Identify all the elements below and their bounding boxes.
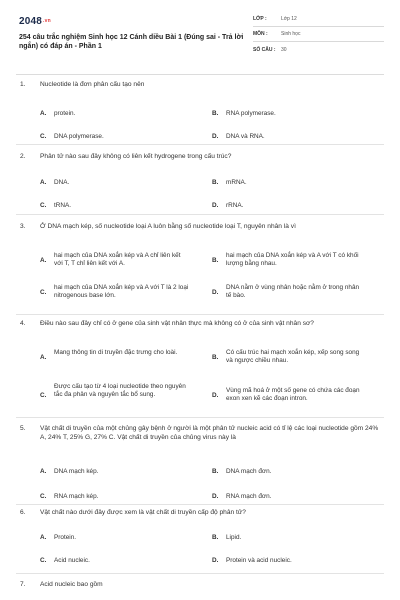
meta-value: 30	[281, 46, 287, 53]
option-c[interactable]	[40, 493, 190, 502]
option-d[interactable]	[212, 493, 362, 502]
meta-row-class	[253, 12, 384, 27]
option-text: Được cấu tạo từ 4 loại nucleotide theo nguyên tắc đa phân và nguyên tắc bổ sung.	[54, 382, 186, 399]
question-number: 5.	[20, 425, 26, 432]
option-letter: B.	[212, 468, 219, 476]
question-number: 1.	[20, 81, 26, 88]
option-letter: A.	[40, 353, 47, 361]
option-letter: C.	[40, 201, 47, 209]
option-text: hai mạch của DNA xoắn kép và A với T là 2 loại nitrogenous base lớn.	[54, 283, 189, 300]
option-letter: B.	[212, 353, 219, 361]
question-text: Vật chất di truyền của một chủng gây bệnh ở người là một phân tử nucleic acid có tỉ lệ các loại nucleotide gồm 24% A, 24% T, 25% G, 27% C. Vật chất di truyền của chủng virus này là	[40, 425, 379, 441]
option-a[interactable]	[40, 179, 190, 188]
option-text: Mang thông tin di truyền đặc trưng cho loài.	[54, 348, 178, 356]
option-letter: B.	[212, 533, 219, 541]
option-text: Lipid.	[226, 533, 242, 541]
option-letter: D.	[212, 288, 219, 296]
logo-suffix: .vn	[43, 18, 51, 25]
option-c[interactable]	[40, 202, 190, 211]
option-d[interactable]	[212, 387, 362, 405]
question-6	[20, 509, 380, 568]
option-letter: D.	[212, 201, 219, 209]
option-b[interactable]	[212, 534, 362, 543]
option-c[interactable]	[40, 284, 190, 302]
document-header	[18, 12, 384, 68]
question-divider	[16, 573, 384, 574]
option-text: DNA mạch đơn.	[226, 468, 272, 476]
option-a[interactable]	[40, 534, 190, 543]
question-divider	[16, 504, 384, 505]
option-text: DNA nằm ở vùng nhân hoặc nằm ở trong nhân tế bào.	[226, 283, 360, 300]
option-letter: B.	[212, 256, 219, 264]
option-text: Protein.	[54, 533, 77, 541]
option-c[interactable]	[40, 133, 190, 142]
question-number: 7.	[20, 581, 26, 588]
option-text: hai mạch của DNA xoắn kép và A với T có khối lượng bằng nhau.	[226, 251, 359, 268]
option-text: protein.	[54, 109, 76, 117]
option-b[interactable]	[212, 349, 362, 367]
option-a[interactable]	[40, 468, 190, 477]
question-divider	[16, 417, 384, 418]
option-letter: A.	[40, 256, 47, 264]
option-a[interactable]	[40, 349, 190, 363]
logo-text: 2048	[19, 16, 43, 27]
option-letter: B.	[212, 178, 219, 186]
question-number: 3.	[20, 223, 26, 230]
option-letter: A.	[40, 533, 47, 541]
option-c[interactable]	[40, 383, 190, 401]
header-divider	[16, 74, 384, 75]
question-5	[20, 425, 380, 502]
option-b[interactable]	[212, 468, 362, 477]
question-divider	[16, 214, 384, 215]
option-b[interactable]	[212, 110, 362, 119]
option-letter: D.	[212, 132, 219, 140]
question-7	[20, 581, 380, 590]
meta-table	[253, 12, 384, 57]
option-text: Vùng mã hoá ở một số gene có chứa các đoạn exon xen kẽ các đoạn intron.	[226, 386, 360, 403]
option-b[interactable]	[212, 179, 362, 188]
option-letter: C.	[40, 288, 47, 296]
option-letter: D.	[212, 556, 219, 564]
option-text: DNA polymerase.	[54, 132, 104, 140]
question-text: Vật chất nào dưới đây được xem là vật chất di truyền cấp độ phân tử?	[40, 509, 246, 516]
question-number: 6.	[20, 509, 26, 516]
question-text: Acid nucleic bao gồm	[40, 581, 103, 588]
option-a[interactable]	[40, 252, 190, 270]
option-text: DNA mạch kép.	[54, 468, 99, 476]
option-d[interactable]	[212, 133, 362, 142]
meta-value: Sinh học	[281, 31, 301, 37]
option-text: RNA polymerase.	[226, 109, 276, 117]
question-1	[20, 81, 380, 140]
option-letter: B.	[212, 109, 219, 117]
question-divider	[16, 314, 384, 315]
option-letter: C.	[40, 493, 47, 501]
meta-label: LỚP :	[253, 16, 267, 22]
question-number: 4.	[20, 320, 26, 327]
option-text: Acid nucleic.	[54, 556, 90, 564]
question-2	[20, 153, 380, 209]
option-letter: A.	[40, 178, 47, 186]
meta-label: SỐ CÂU :	[253, 46, 276, 53]
option-letter: D.	[212, 391, 219, 399]
option-text: rRNA.	[226, 201, 244, 209]
option-a[interactable]	[40, 110, 190, 119]
document-title: 254 câu trắc nghiệm Sinh học 12 Cánh diều Bài 1 (Đúng sai - Trả lời ngắn) có đáp án - Phần 1	[19, 34, 244, 51]
option-text: RNA mạch đơn.	[226, 493, 272, 501]
option-text: DNA.	[54, 178, 70, 186]
option-letter: C.	[40, 391, 47, 399]
site-logo[interactable]	[19, 16, 51, 27]
meta-label: MÔN :	[253, 31, 268, 37]
option-b[interactable]	[212, 252, 362, 270]
option-text: Protein và acid nucleic.	[226, 556, 292, 564]
option-letter: D.	[212, 493, 219, 501]
meta-row-subject	[253, 27, 384, 42]
option-text: tRNA.	[54, 201, 72, 209]
question-text: Phân tử nào sau đây không có liên kết hydrogene trong cấu trúc?	[40, 153, 232, 160]
option-d[interactable]	[212, 202, 362, 211]
option-text: mRNA.	[226, 178, 247, 186]
option-letter: C.	[40, 132, 47, 140]
question-divider	[16, 144, 384, 145]
question-4	[20, 320, 380, 409]
meta-value: Lớp 12	[281, 16, 297, 22]
question-number: 2.	[20, 153, 26, 160]
option-letter: A.	[40, 468, 47, 476]
question-text: Ở DNA mạch kép, số nucleotide loại A luôn bằng số nucleotide loại T, nguyên nhân là vì	[40, 223, 296, 230]
option-text: RNA mạch kép.	[54, 493, 99, 501]
option-d[interactable]	[212, 557, 362, 566]
option-letter: C.	[40, 556, 47, 564]
option-text: DNA và RNA.	[226, 132, 265, 140]
question-text: Điều nào sau đây chỉ có ở gene của sinh vật nhân thực mà không có ở của sinh vật nhân sơ?	[40, 320, 314, 327]
option-letter: A.	[40, 109, 47, 117]
meta-row-count	[253, 42, 384, 57]
option-c[interactable]	[40, 557, 190, 566]
option-text: hai mạch của DNA xoắn kép và A chỉ liên kết với T, T chỉ liên kết với A.	[54, 251, 181, 268]
option-d[interactable]	[212, 284, 362, 302]
question-3	[20, 223, 380, 302]
option-text: Có cấu trúc hai mạch xoắn kép, xếp song song và ngược chiều nhau.	[226, 348, 360, 365]
question-text: Nucleotide là đơn phân cấu tạo nên	[40, 81, 145, 88]
